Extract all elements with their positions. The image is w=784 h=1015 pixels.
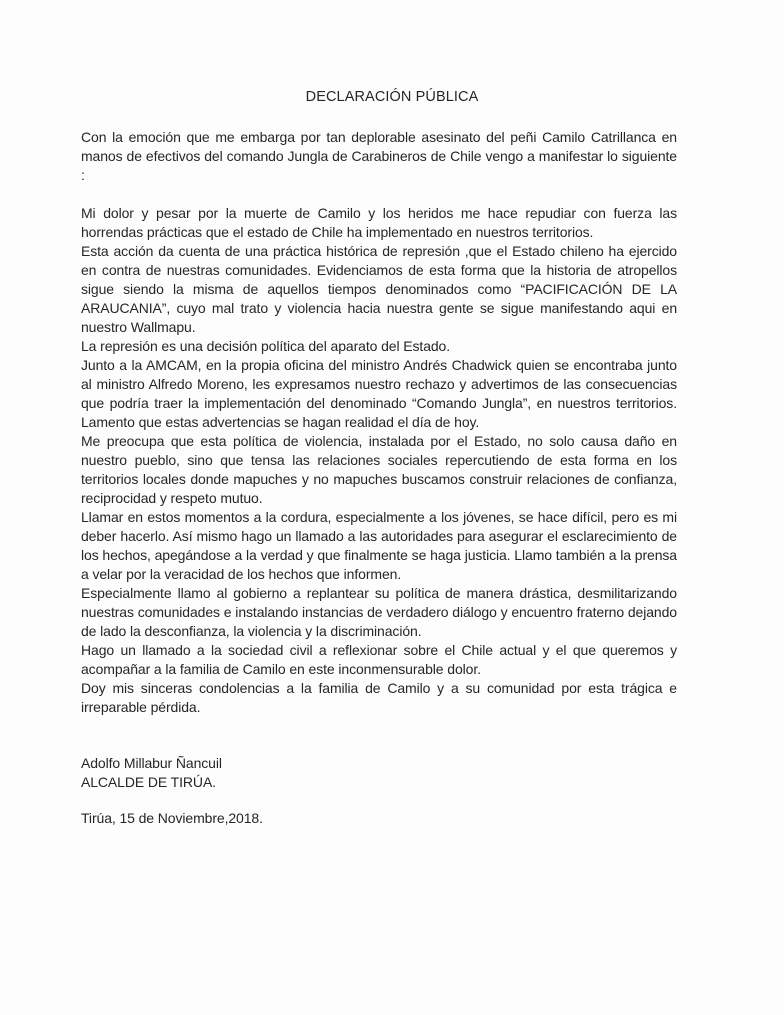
paragraph-1: Con la emoción que me embarga por tan deplorable asesinato del peñi Camilo Catrillanca en manos de efectivos del comando Jungla de Carabineros de Chile vengo a manifestar lo siguiente : [81,129,677,183]
paragraph-9: Hago un llamado a la sociedad civil a reflexionar sobre el Chile actual y el que queremos y acompañar a la familia de Camilo en este inconmensurable dolor. [81,642,677,677]
paragraph-10: Doy mis sinceras condolencias a la familia de Camilo y a su comunidad por esta trágica e irreparable pérdida. [81,680,677,715]
paragraph-6: Me preocupa que esta política de violencia, instalada por el Estado, no solo causa daño en nuestro pueblo, sino que tensa las relaciones sociales repercutiendo de esta forma en los territorios locales donde mapuches y no mapuches buscamos construir relaciones de confianza, reciprocidad y respeto mutuo. [81,433,677,506]
paragraph-2: Mi dolor y pesar por la muerte de Camilo y los heridos me hace repudiar con fuerza las horrendas prácticas que el estado de Chile ha implementado en nuestros territorios. [81,205,677,240]
paragraph-5: Junto a la AMCAM, en la propia oficina del ministro Andrés Chadwick quien se encontraba junto al ministro Alfredo Moreno, les expresamos nuestro rechazo y advertimos de las consecuencias que podría traer la implementación del denominado “Comando Jungla”, en nuestros territorios. Lamento que estas advertencias se hagan realidad el día de hoy. [81,357,677,430]
dateline: Tirúa, 15 de Noviembre,2018. [81,810,263,826]
signature-role: ALCALDE DE TIRÚA. [81,774,216,790]
document-title: DECLARACIÓN PÚBLICA [305,89,479,105]
paragraph-7: Llamar en estos momentos a la cordura, especialmente a los jóvenes, se hace difícil, pero es mi deber hacerlo. Así mismo hago un llamado a las autoridades para asegurar el esclarecimiento de los hechos, apegándose a la verdad y que finalmente se haga justicia. Llamo también a la prensa a velar por la veracidad de los hechos que informen. [81,509,677,582]
paragraph-8: Especialmente llamo al gobierno a replantear su política de manera drástica, desmilitarizando nuestras comunidades e instalando instancias de verdadero diálogo y encuentro fraterno dejando de lado la desconfianza, la violencia y la discriminación. [81,585,677,639]
signature-name: Adolfo Millabur Ñancuil [81,755,222,771]
signature-block [81,754,677,792]
paragraph-3: Esta acción da cuenta de una práctica histórica de represión ,que el Estado chileno ha ejercido en contra de nuestras comunidades. Evidenciamos de esta forma que la historia de atropellos sigue siendo la misma de aquellos tiempos denominados como “PACIFICACIÓN DE LA ARAUCANIA”, cuyo mal trato y violencia hacia nuestra gente se sigue manifestando aqui en nuestro Wallmapu. [81,243,677,335]
paragraph-4: La represión es una decisión política del aparato del Estado. [81,338,451,354]
